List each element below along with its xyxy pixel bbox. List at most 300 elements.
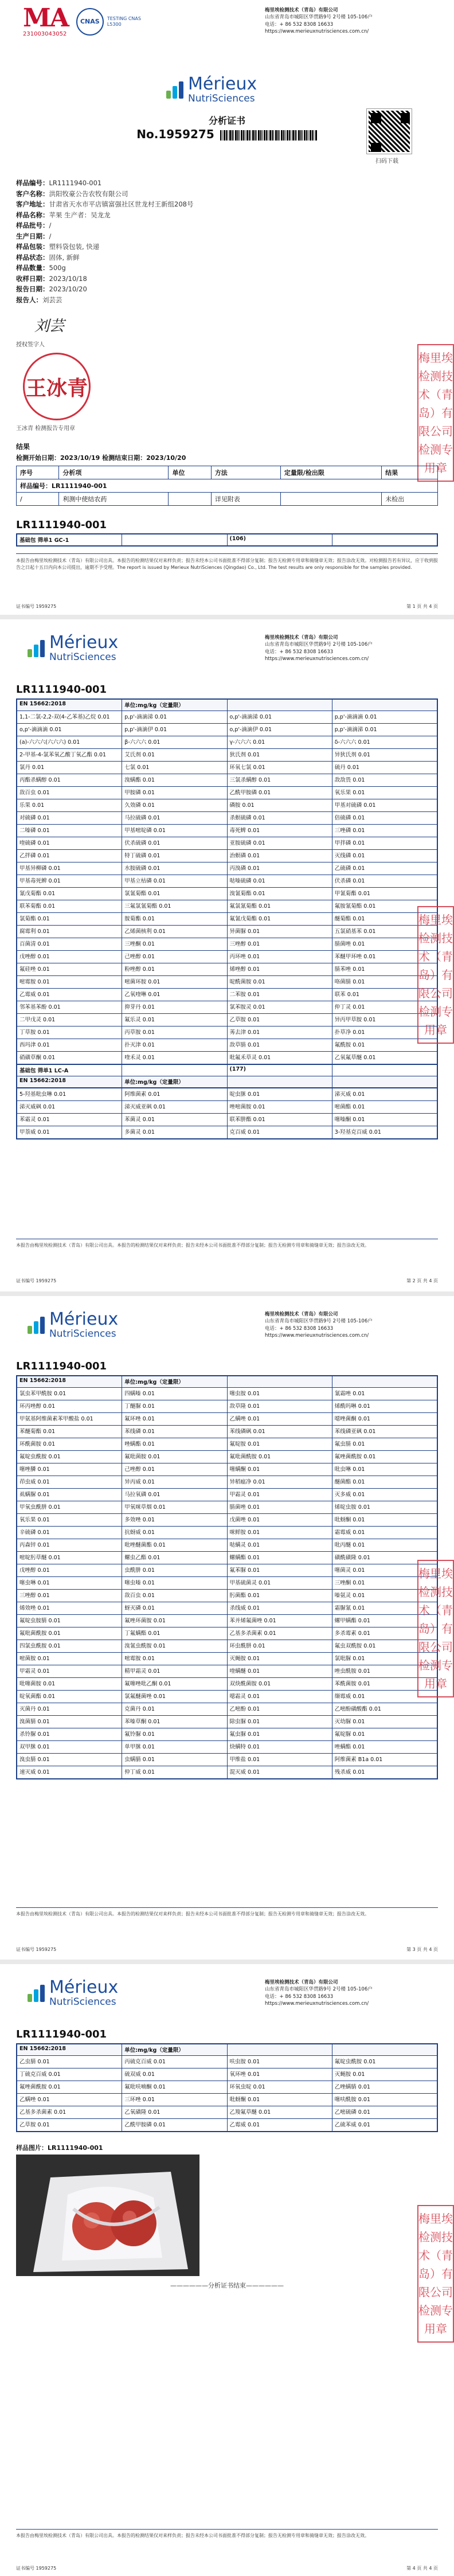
analyte-cell: 扑灭津 0.01 bbox=[122, 1039, 227, 1052]
table-row bbox=[17, 2056, 437, 2068]
analyte-cell: 敌草腈 0.01 bbox=[227, 1039, 332, 1052]
table-row bbox=[17, 875, 437, 888]
analyte-cell: 哒螨灵 0.01 bbox=[227, 1539, 332, 1552]
page-number-line: 证书编号 1959275 第 4 页 共 4 页 bbox=[16, 2566, 438, 2571]
analyte-cell: 噻螨酮 0.01 bbox=[227, 1463, 332, 1476]
official-seal: 王冰青 bbox=[23, 353, 91, 420]
ma-logo: MA 231003043052 bbox=[23, 3, 68, 37]
table-row bbox=[17, 850, 437, 862]
analyte-cell: 氰霜唑 0.01 bbox=[332, 1388, 437, 1400]
analyte-cell: 涕灭威 0.01 bbox=[332, 1088, 437, 1101]
analyte-cell: 氟啶脲 0.01 bbox=[332, 1728, 437, 1741]
analyte-cell: 仲丁威 0.01 bbox=[122, 1766, 227, 1779]
analyte-cell: 虫酰肼 0.01 bbox=[122, 1564, 227, 1577]
analyte-cell: 戊唑醇 0.01 bbox=[17, 951, 122, 963]
table-row bbox=[17, 1126, 437, 1139]
table-row bbox=[17, 1754, 437, 1766]
table-row bbox=[17, 963, 437, 976]
analyte-cell: 咪鲜胺 0.01 bbox=[227, 1527, 332, 1539]
info-row: 样品数量：500g bbox=[16, 264, 66, 272]
analyte-cell: 噻嗪酮 0.01 bbox=[332, 1114, 437, 1126]
analyte-cell: 氯丹 0.01 bbox=[17, 762, 122, 774]
analyte-cell: 克百威 0.01 bbox=[227, 1126, 332, 1139]
analyte-cell: 丙硫克百威 0.01 bbox=[122, 2056, 227, 2068]
analyte-cell: 联苯菊酯 0.01 bbox=[17, 900, 122, 913]
report-page-3 bbox=[0, 1296, 454, 1964]
analyte-cell: 仲丁灵 0.01 bbox=[332, 1001, 437, 1014]
analyte-cell: 狄氏剂 0.01 bbox=[227, 749, 332, 762]
sample-title: LR1111940-001 bbox=[16, 1360, 107, 1372]
page-number-line: 证书编号 1959275 第 3 页 共 4 页 bbox=[16, 1947, 438, 1952]
table-row bbox=[17, 1388, 437, 1400]
analyte-cell: 联苯肼酯 0.01 bbox=[227, 1114, 332, 1126]
analyte-cell: 五氯硝基苯 0.01 bbox=[332, 926, 437, 938]
table-row bbox=[17, 736, 437, 749]
table-row bbox=[17, 1640, 437, 1653]
analyte-cell: 噻呋酰胺 0.01 bbox=[332, 2094, 437, 2106]
analyte-cell: 氟吡菌胺 0.01 bbox=[122, 1451, 227, 1463]
analyte-cell: 呋虫胺 0.01 bbox=[227, 2056, 332, 2068]
analyte-table bbox=[17, 699, 437, 1064]
analyte-cell: 氟啶虫胺腈 0.01 bbox=[17, 1615, 122, 1627]
analyte-table-box bbox=[16, 2043, 438, 2132]
analyte-cell: 精甲霜灵 0.01 bbox=[122, 1665, 227, 1678]
analyte-cell: 马拉氧磷 0.01 bbox=[122, 1489, 227, 1501]
analyte-cell: 粉唑醇 0.01 bbox=[122, 963, 227, 976]
company-header: 梅里埃检测技术（青岛）有限公司 山东省青岛市城阳区华贯路9号 2号楼 105-106户 电话：+ 86 532 8308 16633 https://www.merieuxnutrisciences.com.cn/ bbox=[265, 7, 373, 34]
analyte-cell: 磷胺 0.01 bbox=[227, 799, 332, 812]
analyte-cell: 喹硫磷 0.01 bbox=[17, 837, 122, 850]
analyte-cell: 艾氏剂 0.01 bbox=[122, 749, 227, 762]
analyte-cell: 氧乐果 0.01 bbox=[332, 787, 437, 799]
sample-info bbox=[16, 178, 193, 305]
analyte-cell: 丙环唑 0.01 bbox=[227, 951, 332, 963]
analyte-cell: 烯唑醇 0.01 bbox=[227, 963, 332, 976]
analyte-cell: 乙草胺 0.01 bbox=[227, 1014, 332, 1027]
analyte-cell: 乙霉威 0.01 bbox=[17, 989, 122, 1001]
analyte-cell: (a)-六六六(六六六) 0.01 bbox=[17, 736, 122, 749]
analyte-cell: 敌百虫 0.01 bbox=[17, 787, 122, 799]
analyte-cell: 杀铃脲 0.01 bbox=[17, 1728, 122, 1741]
analyte-cell: 己唑醇 0.01 bbox=[122, 1463, 227, 1476]
info-row: 样品编号：LR1111940-001 bbox=[16, 179, 102, 187]
analyte-cell: 霜霉威 0.01 bbox=[332, 1527, 437, 1539]
analyte-cell: 灭多威 0.01 bbox=[332, 1489, 437, 1501]
analyte-cell: 乙氧喹啉 0.01 bbox=[122, 989, 227, 1001]
analyte-cell: 倍硫磷 0.01 bbox=[332, 812, 437, 825]
analyte-cell: 乙硫磷 0.01 bbox=[332, 862, 437, 875]
table-row bbox=[17, 2094, 437, 2106]
info-row: 报告日期：2023/10/20 bbox=[16, 285, 87, 293]
table-row bbox=[17, 2106, 437, 2119]
analyte-cell: 异丙甲草胺 0.01 bbox=[332, 1014, 437, 1027]
analyte-cell: 丙草胺 0.01 bbox=[122, 1027, 227, 1039]
table-row bbox=[17, 1114, 437, 1126]
table-row bbox=[17, 1678, 437, 1691]
table-row bbox=[17, 1665, 437, 1678]
analyte-cell: 速灭威 0.01 bbox=[17, 1766, 122, 1779]
table-row bbox=[17, 1476, 437, 1489]
analyte-cell: 丁醚脲 0.01 bbox=[122, 1400, 227, 1413]
analyte-cell: 环虫酰肼 0.01 bbox=[227, 1640, 332, 1653]
table-row bbox=[17, 2119, 437, 2132]
analyte-cell: 氟唑菌酰胺 0.01 bbox=[332, 1451, 437, 1463]
analyte-cell: 啶酰菌胺 0.01 bbox=[227, 976, 332, 989]
company-header: 梅里埃检测技术（青岛）有限公司 山东省青岛市城阳区华贯路9号 2号楼 105-106户 电话：+ 86 532 8308 16633 https://www.merieuxnutrisciences.com.cn/ bbox=[265, 1980, 373, 2007]
analyte-cell: 四螨嗪 0.01 bbox=[122, 1388, 227, 1400]
analyte-cell: 戊菌唑 0.01 bbox=[227, 1514, 332, 1527]
table-row bbox=[17, 1615, 437, 1627]
analyte-cell: 抗蚜威 0.01 bbox=[122, 1527, 227, 1539]
analyte-cell: 氯虫苯甲酰胺 0.01 bbox=[17, 1388, 122, 1400]
analyte-cell: 嘧菌酯 0.01 bbox=[332, 1101, 437, 1114]
analyte-cell: 氟唑菌酰胺 0.01 bbox=[17, 2081, 122, 2094]
analyte-table bbox=[17, 1376, 437, 1779]
table-row bbox=[17, 1501, 437, 1514]
table-row bbox=[17, 1400, 437, 1413]
side-stamp: 梅里埃检测技术（青岛）有限公司 检测专用章 bbox=[417, 1560, 454, 1697]
result-heading: 结果 bbox=[16, 443, 30, 451]
analyte-cell: 肟菌酯 0.01 bbox=[227, 1590, 332, 1602]
analyte-cell: 苯醚菊酯 0.01 bbox=[17, 1426, 122, 1438]
analyte-cell: 甲霜灵 0.01 bbox=[17, 1665, 122, 1678]
subpackage-box bbox=[16, 533, 438, 547]
analyte-cell: 溴虫腈 0.01 bbox=[17, 1754, 122, 1766]
page-number-line: 证书编号 1959275 第 1 页 共 4 页 bbox=[16, 604, 438, 609]
analyte-cell: 三氯杀螨醇 0.01 bbox=[227, 774, 332, 787]
report-number: No.1959275 bbox=[0, 127, 454, 141]
analyte-cell: 甲萘威 0.01 bbox=[17, 1126, 122, 1139]
analyte-cell: 胺菊酯 0.01 bbox=[122, 913, 227, 926]
analyte-cell: 除虫脲 0.01 bbox=[227, 1716, 332, 1728]
end-of-report: ——————分析证书结束—————— bbox=[170, 2282, 284, 2289]
analyte-table-box bbox=[16, 1375, 438, 1779]
analyte-cell: 甲氧咪草烟 0.01 bbox=[122, 1501, 227, 1514]
analyte-cell: 异丙威 0.01 bbox=[122, 1476, 227, 1489]
sample-title: LR1111940-001 bbox=[16, 684, 107, 696]
analyte-cell: 硫丹 0.01 bbox=[332, 762, 437, 774]
analyte-cell: 吡氟禾草灵 0.01 bbox=[227, 1052, 332, 1064]
analyte-cell: 烯啶虫胺 0.01 bbox=[332, 1501, 437, 1514]
analyte-cell: 嗪氨灵 0.01 bbox=[332, 1590, 437, 1602]
analyte-cell: 环酰菌胺 0.01 bbox=[17, 1438, 122, 1451]
analyte-cell: 环氧七氯 0.01 bbox=[227, 762, 332, 774]
analyte-cell: 苯嗪草酮 0.01 bbox=[122, 1716, 227, 1728]
analyte-cell: 喹螨醚 0.01 bbox=[227, 1665, 332, 1678]
analyte-cell: 苯线磷亚砜 0.01 bbox=[332, 1426, 437, 1438]
analyte-cell: 乙基多杀菌素 0.01 bbox=[17, 2106, 122, 2119]
analyte-cell: 唑嘧菌胺 0.01 bbox=[227, 1101, 332, 1114]
analyte-cell: 氟唑环菌胺 0.01 bbox=[122, 1615, 227, 1627]
seal-caption: 王冰青 检测报告专用章 bbox=[16, 426, 76, 432]
cnas-logo: CNAS TESTING CNAS L5300 bbox=[76, 8, 142, 36]
analyte-cell: 氟硅唑 0.01 bbox=[17, 963, 122, 976]
analyte-cell: 辛硫磷 0.01 bbox=[17, 1527, 122, 1539]
table-row bbox=[17, 1451, 437, 1463]
page-footer: 本报告由梅里埃检测技术（青岛）有限公司出具。本报告的检测结果仅对来样负责；报告未经本公司书面批准不得部分复制；报告无检测专用章和骑缝章无效；报告涂改无效。 bbox=[16, 1911, 369, 1917]
analyte-cell: 氯苯胺灵 0.01 bbox=[227, 1001, 332, 1014]
analyte-cell: 丁氟螨酯 0.01 bbox=[122, 1627, 227, 1640]
analyte-cell: 邻苯基苯酚 0.01 bbox=[17, 1001, 122, 1014]
table-row bbox=[17, 1564, 437, 1577]
analyte-cell: 残杀威 0.01 bbox=[332, 1766, 437, 1779]
analyte-cell: 丙森锌 0.01 bbox=[17, 1539, 122, 1552]
analyte-cell: 甲基异柳磷 0.01 bbox=[17, 862, 122, 875]
analyte-cell: 霜脲氰 0.01 bbox=[332, 1602, 437, 1615]
analyte-cell: 克菌丹 0.01 bbox=[122, 1703, 227, 1716]
table-row bbox=[17, 1590, 437, 1602]
brand-mark-icon bbox=[28, 1985, 45, 2002]
analyte-cell: 乙嘧酚 0.01 bbox=[227, 1703, 332, 1716]
table-row bbox=[17, 1577, 437, 1590]
sample-title: LR1111940-001 bbox=[16, 519, 107, 531]
analyte-cell: 异狄氏剂 0.01 bbox=[332, 749, 437, 762]
page-footer: 本报告由梅里埃检测技术（青岛）有限公司出具。本报告的检测结果仅对来样负责；报告未经本公司书面批准不得部分复制；报告无检测专用章和骑缝章无效；报告涂改无效。 bbox=[16, 1243, 369, 1248]
analyte-cell: 乙虫腈 0.01 bbox=[17, 2056, 122, 2068]
analyte-cell: p,p'-滴滴伊 0.01 bbox=[122, 724, 227, 736]
table-row bbox=[17, 913, 437, 926]
brand-logo: Mérieux NutriSciences bbox=[28, 634, 118, 662]
analyte-cell: 三唑醇 0.01 bbox=[17, 1590, 122, 1602]
analyte-cell: 联苯 0.01 bbox=[332, 989, 437, 1001]
analyte-cell: 环丙唑醇 0.01 bbox=[17, 1400, 122, 1413]
analyte-cell: p,p'-滴滴滴 0.01 bbox=[332, 711, 437, 724]
analyte-cell: 螺虫乙酯 0.01 bbox=[122, 1552, 227, 1564]
analyte-cell: 己唑醇 0.01 bbox=[122, 951, 227, 963]
analyte-cell: δ-六六六 0.01 bbox=[332, 736, 437, 749]
table-row bbox=[17, 1001, 437, 1014]
analyte-cell: 乙烯菌核利 0.01 bbox=[122, 926, 227, 938]
table-row bbox=[17, 724, 437, 736]
analyte-cell: 嘧菌环胺 0.01 bbox=[122, 976, 227, 989]
analyte-cell: 苯并烯氟菌唑 0.01 bbox=[227, 1615, 332, 1627]
info-row: 收样日期：2023/10/18 bbox=[16, 274, 87, 283]
analyte-cell: 杀螟硫磷 0.01 bbox=[227, 812, 332, 825]
analyte-cell: 甲基硫菌灵 0.01 bbox=[227, 1577, 332, 1590]
table-row bbox=[17, 837, 437, 850]
analyte-cell: γ-六六六 0.01 bbox=[227, 736, 332, 749]
analyte-cell: 乙羧氟草醚 0.01 bbox=[227, 2106, 332, 2119]
analyte-cell: 苯酰菌胺 0.01 bbox=[332, 1678, 437, 1691]
analyte-cell: 氰戊菊酯 0.01 bbox=[17, 888, 122, 900]
table-row bbox=[17, 1052, 437, 1064]
analyte-cell: 噁霜灵 0.01 bbox=[227, 1691, 332, 1703]
analyte-cell: 氧环唑 0.01 bbox=[227, 2068, 332, 2081]
analyte-cell: 苯霜灵 0.01 bbox=[17, 1114, 122, 1126]
analyte-cell: 甲霜灵 0.01 bbox=[227, 1489, 332, 1501]
analyte-cell: 茚虫威 0.01 bbox=[17, 1476, 122, 1489]
table-header: EN 15662:2018 单位:mg/kg（定量限） bbox=[17, 1376, 437, 1388]
analyte-cell: 溴菌腈 0.01 bbox=[17, 1716, 122, 1728]
analyte-cell: 杀线威 0.01 bbox=[227, 1602, 332, 1615]
table-header: EN 15662:2018 单位:mg/kg（定量限） bbox=[17, 2044, 437, 2056]
side-stamp: 梅里埃检测技术（青岛）有限公司 检测专用章 bbox=[417, 2205, 454, 2343]
table-row bbox=[17, 1527, 437, 1539]
analyte-cell: 三唑磷 0.01 bbox=[332, 825, 437, 837]
analyte-cell: 氟啶虫酰胺 0.01 bbox=[17, 1451, 122, 1463]
analyte-cell: 苯线磷 0.01 bbox=[122, 1426, 227, 1438]
analyte-cell: 嘧菌胺 0.01 bbox=[17, 1653, 122, 1665]
table-header: EN 15662:2018 单位:mg/kg（定量限） bbox=[17, 700, 437, 711]
table-row bbox=[17, 812, 437, 825]
analyte-cell: 嘧霉胺 0.01 bbox=[17, 976, 122, 989]
brand-logo: Mérieux NutriSciences bbox=[166, 76, 257, 104]
brand-mark-icon bbox=[28, 640, 45, 657]
company-header: 梅里埃检测技术（青岛）有限公司 山东省青岛市城阳区华贯路9号 2号楼 105-106户 电话：+ 86 532 8308 16633 https://www.merieuxnutrisciences.com.cn/ bbox=[265, 635, 373, 662]
analyte-cell: 甲拌磷 0.01 bbox=[332, 837, 437, 850]
analyte-cell: 多效唑 0.01 bbox=[122, 1514, 227, 1527]
analyte-cell: 螺螨酯 0.01 bbox=[227, 1552, 332, 1564]
analyte-cell: 丙酯杀螨醇 0.01 bbox=[17, 774, 122, 787]
analyte-cell: 氟吡菌酰胺 0.01 bbox=[227, 1451, 332, 1463]
analyte-cell: 吡丙醚 0.01 bbox=[332, 1539, 437, 1552]
analyte-table-2 bbox=[17, 1088, 437, 1139]
analyte-cell: o,p'-滴滴滴 0.01 bbox=[17, 724, 122, 736]
table-row bbox=[17, 888, 437, 900]
analyte-cell: 氟啶虫酰胺 0.01 bbox=[332, 2056, 437, 2068]
info-row: 生产日期：/ bbox=[16, 232, 52, 240]
side-stamp: 梅里埃检测技术（青岛）有限公司 检测专用章 bbox=[417, 906, 454, 1044]
analyte-cell: 乙酰甲胺磷 0.01 bbox=[227, 787, 332, 799]
analyte-cell: 甲基嘧啶磷 0.01 bbox=[122, 825, 227, 837]
analyte-cell: 烯酰吗啉 0.01 bbox=[332, 1400, 437, 1413]
analyte-cell: 氯菊酯 0.01 bbox=[17, 913, 122, 926]
analyte-cell: 氟噻唑吡乙酮 0.01 bbox=[122, 1678, 227, 1691]
analyte-cell: 吡唑醚菌酯 0.01 bbox=[122, 1539, 227, 1552]
info-row: 客户地址：甘肃省天水市平店镇富强社区世龙村王新组2​08号 bbox=[16, 200, 194, 208]
analyte-cell: 氟乐灵 0.01 bbox=[122, 1014, 227, 1027]
analyte-cell: 甲胺磷 0.01 bbox=[122, 787, 227, 799]
table-row bbox=[17, 774, 437, 787]
company-header: 梅里埃检测技术（青岛）有限公司 山东省青岛市城阳区华贯路9号 2号楼 105-106户 电话：+ 86 532 8308 16633 https://www.merieuxnutrisciences.com.cn/ bbox=[265, 1312, 373, 1338]
analyte-cell: 氟酰胺 0.01 bbox=[332, 1039, 437, 1052]
analyte-cell: 虫螨腈 0.01 bbox=[122, 1754, 227, 1766]
qr-caption: 扫码下载 bbox=[375, 158, 398, 165]
analyte-cell: 乙基多杀菌素 0.01 bbox=[227, 1627, 332, 1640]
analyte-cell: 对硫磷 0.01 bbox=[17, 812, 122, 825]
analyte-cell: 氟氰戊菊酯 0.01 bbox=[227, 913, 332, 926]
sample-photo bbox=[16, 2155, 199, 2276]
analyte-cell: 阿维菌素 B1a 0.01 bbox=[332, 1754, 437, 1766]
analyte-cell: 氟虫脲 0.01 bbox=[227, 1728, 332, 1741]
table-row bbox=[17, 1413, 437, 1426]
subpackage-row: 基础包 筛单1 LC-A (177) EN 15662:2018 单位:mg/kg（定量限） bbox=[17, 1064, 437, 1088]
table-row bbox=[17, 1514, 437, 1527]
analyte-cell: 苯醚甲环唑 0.01 bbox=[332, 951, 437, 963]
table-row bbox=[17, 1602, 437, 1615]
analyte-cell: 伏杀磷 0.01 bbox=[332, 875, 437, 888]
analyte-cell: 灭菌丹 0.01 bbox=[17, 1703, 122, 1716]
analyte-cell: 氟氯氰菊酯 0.01 bbox=[227, 900, 332, 913]
analyte-cell: 阿维菌素 0.01 bbox=[122, 1088, 227, 1101]
table-row bbox=[17, 1766, 437, 1779]
analyte-cell: β-六六六 0.01 bbox=[122, 736, 227, 749]
analyte-cell: 甲基对硫磷 0.01 bbox=[332, 799, 437, 812]
info-row: 报告人：刘芸芸 bbox=[16, 295, 62, 304]
table-row bbox=[17, 787, 437, 799]
table-row bbox=[17, 1463, 437, 1476]
analyte-cell: 西玛津 0.01 bbox=[17, 1039, 122, 1052]
analyte-cell: 乙唑螨腈 0.01 bbox=[332, 2081, 437, 2094]
page-footer: 本报告由梅里埃检测技术（青岛）有限公司出具。本报告的检测结果仅对来样负责；报告未经本公司书面批准不得部分复制；报告无检测专用章和骑缝章无效；报告涂改无效。 bbox=[16, 2533, 369, 2538]
analyte-cell: 唑螨酯 0.01 bbox=[332, 1741, 437, 1754]
table-row bbox=[17, 1728, 437, 1741]
table-row bbox=[17, 926, 437, 938]
analyte-cell: 双甲脒 0.01 bbox=[17, 1741, 122, 1754]
analyte-cell: 氟吡菌酰胺 0.01 bbox=[17, 1627, 122, 1640]
analyte-cell: 蚜灭磷 0.01 bbox=[122, 1602, 227, 1615]
table-row bbox=[17, 951, 437, 963]
analyte-cell: 丁草胺 0.01 bbox=[17, 1027, 122, 1039]
table-row bbox=[17, 862, 437, 875]
result-table-header: 序号 分析项 单位 方法 定量限/检出限 结果 bbox=[17, 466, 438, 479]
analyte-cell: 单甲脒 0.01 bbox=[122, 1741, 227, 1754]
analyte-cell: 七氯 0.01 bbox=[122, 762, 227, 774]
sample-title: LR1111940-001 bbox=[16, 2028, 107, 2040]
analyte-cell: 丙溴磷 0.01 bbox=[227, 862, 332, 875]
analyte-cell: 二嗪磷 0.01 bbox=[17, 825, 122, 837]
barcode bbox=[220, 130, 318, 140]
analyte-cell: 灭线磷 0.01 bbox=[332, 850, 437, 862]
analyte-cell: 咯菌腈 0.01 bbox=[332, 976, 437, 989]
analyte-cell: 乙拌磷 0.01 bbox=[17, 850, 122, 862]
signature: 刘芸 bbox=[34, 318, 65, 335]
analyte-cell: 久效磷 0.01 bbox=[122, 799, 227, 812]
analyte-cell: 溴螨酯 0.01 bbox=[122, 774, 227, 787]
analyte-cell: 吡虫啉 0.01 bbox=[332, 1463, 437, 1476]
analyte-cell: 氯吡脲 0.01 bbox=[332, 1653, 437, 1665]
analyte-cell: 四氯虫酰胺 0.01 bbox=[17, 1640, 122, 1653]
table-row bbox=[17, 1716, 437, 1728]
analyte-cell: 涕灭威亚砜 0.01 bbox=[122, 1101, 227, 1114]
info-row: 样品批号：/ bbox=[16, 221, 52, 229]
analyte-cell: 乙嘧酚磺酸酯 0.01 bbox=[332, 1703, 437, 1716]
analyte-cell: 喹禾灵 0.01 bbox=[122, 1052, 227, 1064]
analyte-cell: 唑螨酯 0.01 bbox=[122, 1438, 227, 1451]
analyte-cell: 磺酰磺隆 0.01 bbox=[332, 1552, 437, 1564]
analyte-cell: 三唑酮 0.01 bbox=[332, 1577, 437, 1590]
analyte-cell: 亚胺硫磷 0.01 bbox=[227, 837, 332, 850]
analyte-cell: 啶虫脒 0.01 bbox=[227, 1088, 332, 1101]
analyte-cell: 伏杀硫磷 0.01 bbox=[122, 837, 227, 850]
analyte-cell: 吡蚜酮 0.01 bbox=[332, 1514, 437, 1527]
analyte-cell: 涕灭威砜 0.01 bbox=[17, 1101, 122, 1114]
table-row bbox=[17, 1741, 437, 1754]
analyte-cell: 硝磺草酮 0.01 bbox=[17, 1052, 122, 1064]
analyte-cell: 缬霉威 0.01 bbox=[332, 1691, 437, 1703]
analyte-cell: 三唑醇 0.01 bbox=[227, 938, 332, 951]
analyte-cell: 螺甲螨酯 0.01 bbox=[332, 1615, 437, 1627]
qr-code[interactable] bbox=[367, 109, 412, 154]
table-row bbox=[17, 1438, 437, 1451]
analyte-cell: 1,1-二氯-2,2-双(4-乙苯基)乙烷 0.01 bbox=[17, 711, 122, 724]
table-row bbox=[17, 1627, 437, 1640]
analyte-cell: 特丁硫磷 0.01 bbox=[122, 850, 227, 862]
table-row bbox=[17, 1101, 437, 1114]
brand-logo: Mérieux NutriSciences bbox=[28, 1311, 118, 1339]
side-stamp: 梅里埃检测技术（青岛）有限公司 检测专用章 bbox=[417, 344, 454, 482]
table-row: 样品编号：LR1111940-001 bbox=[17, 479, 438, 493]
analyte-cell: 异稻瘟净 0.01 bbox=[227, 1476, 332, 1489]
analyte-cell: 水胺硫磷 0.01 bbox=[122, 862, 227, 875]
analyte-cell: 乙霉威 0.01 bbox=[227, 2119, 332, 2132]
analyte-cell: 马拉硫磷 0.01 bbox=[122, 812, 227, 825]
analyte-cell: 甲基立枯磷 0.01 bbox=[122, 875, 227, 888]
analyte-cell: 百菌清 0.01 bbox=[17, 938, 122, 951]
report-page-1 bbox=[0, 0, 454, 619]
analyte-cell: 哒嗪硫磷 0.01 bbox=[227, 875, 332, 888]
analyte-cell: 氯氰菊酯 0.01 bbox=[122, 888, 227, 900]
